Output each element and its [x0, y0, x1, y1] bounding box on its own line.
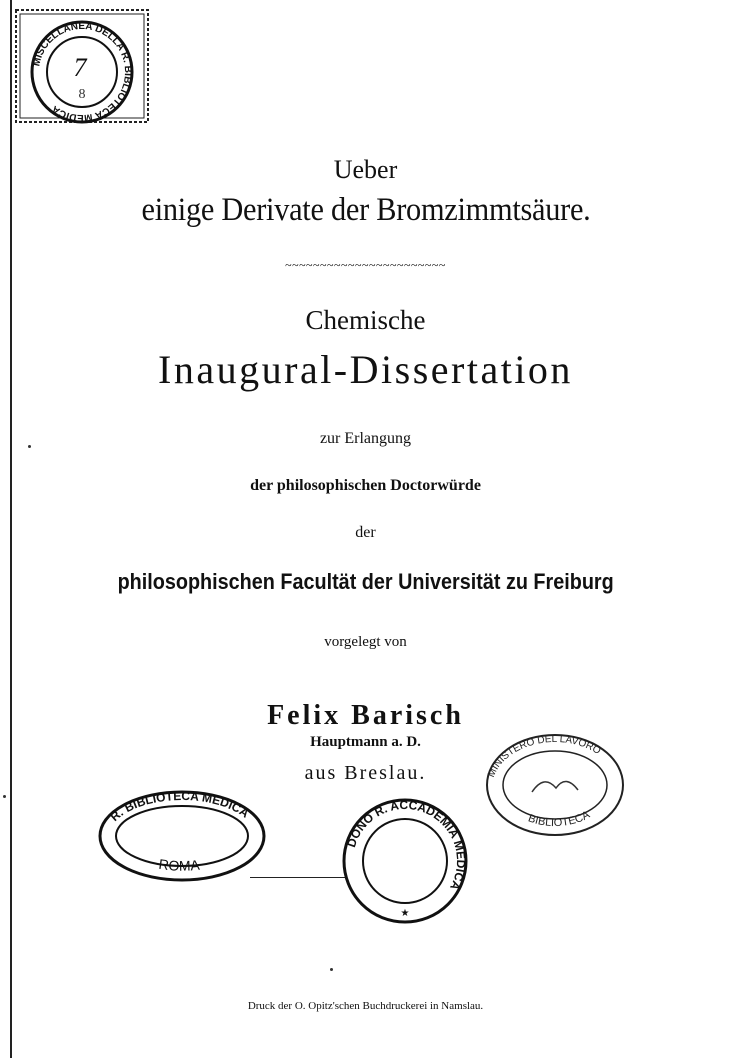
stamp-star-icon: ★ — [400, 908, 410, 919]
ink-speck — [28, 445, 31, 448]
purpose-line-1: zur Erlangung — [319, 430, 412, 447]
author-rank: Hauptmann a. D. — [310, 734, 421, 750]
purpose-line-2: der philosophischen Doctorwürde — [250, 477, 481, 494]
title-line-1: Ueber — [333, 155, 398, 184]
stamp-bottom-left-bottom-text: ROMA — [157, 855, 201, 874]
stamp-bottom-center — [340, 796, 470, 926]
dissertation-line-2: Inaugural-Dissertation — [158, 347, 573, 392]
purpose-line-3: der — [355, 524, 376, 541]
stamp-bottom-center-ring-text: DONO R. ACCADEMIA MEDICA — [344, 797, 469, 893]
stamp-top-left-number: 7 — [73, 53, 87, 82]
author-name: Felix Barisch — [267, 700, 464, 731]
title-line-2-text: einige Derivate der Bromzimmtsäure. — [141, 192, 590, 228]
stamp-top-left-subnumber: 8 — [78, 87, 86, 102]
stamp-bottom-right-bottom-text: BIBLIOTECA — [526, 808, 592, 830]
purpose-line-4 — [0, 569, 731, 595]
printer-line: Druck der O. Opitz'schen Buchdruckerei in Namslau. — [247, 1000, 484, 1012]
purpose-line-4-text: philosophischen Facultät der Universität zu Freiburg — [117, 569, 614, 594]
ornamental-rule: ~~~~~~~~~~~~~~~~~~~~~~~ — [285, 258, 446, 272]
title-line-2 — [0, 192, 731, 229]
stamp-bottom-left — [96, 788, 268, 884]
stamp-bottom-right-emblem — [532, 781, 578, 792]
stamp-top-left-ring-text: MISCELLANEA DELLA R. BIBLIOTECA MEDICA — [31, 20, 134, 124]
stamp-bottom-right — [482, 730, 628, 840]
presented-by: vorgelegt von — [324, 634, 407, 650]
stamp-bottom-right-top-text: MINISTERO DEL LAVORO — [485, 733, 603, 780]
ink-speck — [3, 795, 6, 798]
stamp-top-left — [14, 8, 150, 126]
stamp-bottom-left-top-text: R. BIBLIOTECA MEDICA — [107, 788, 252, 824]
dissertation-line-1: Chemische — [305, 305, 426, 335]
author-origin: aus Breslau. — [304, 762, 427, 784]
ink-speck — [330, 968, 333, 971]
